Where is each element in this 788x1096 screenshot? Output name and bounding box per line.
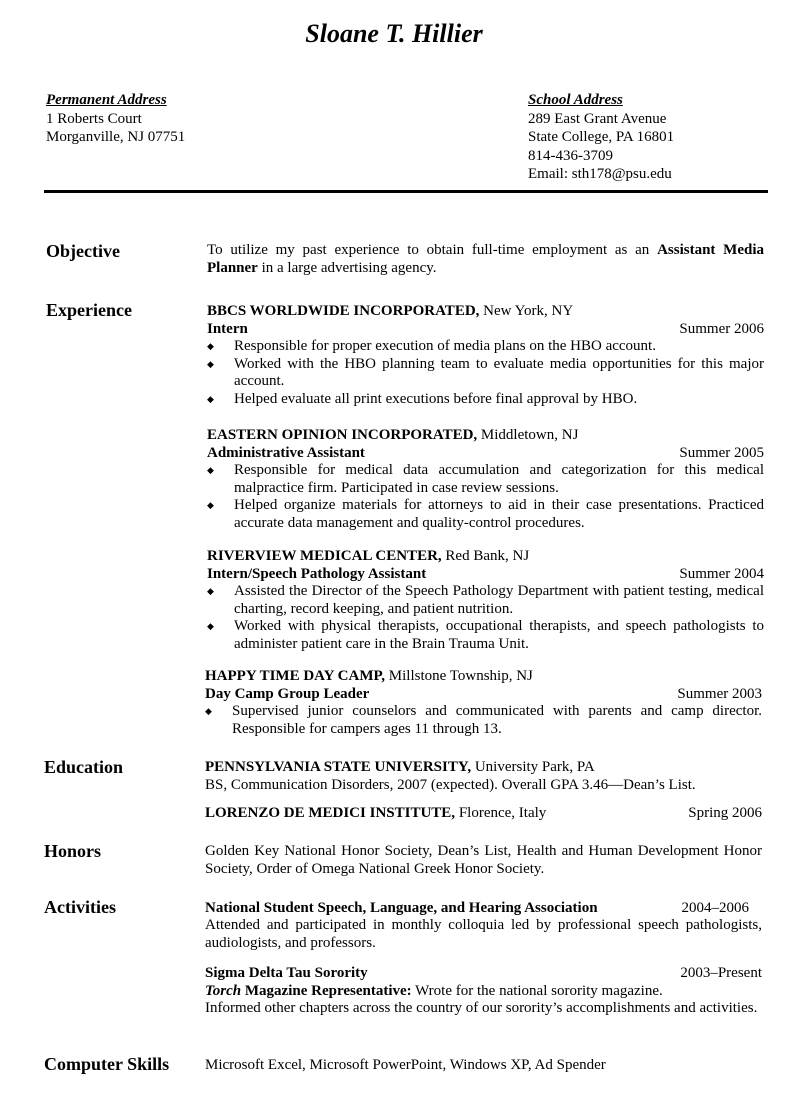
job-title: Administrative Assistant [207,445,365,461]
permanent-address [46,91,185,147]
school-location: University Park, PA [471,759,595,775]
experience-entry [207,302,764,408]
header-divider [44,190,768,193]
activity-name: National Student Speech, Language, and Hearing Association [205,900,598,916]
section-heading-computer-skills: Computer Skills [44,1054,170,1074]
degree-detail: BS, Communication Disorders, 2007 (expected). Overall GPA 3.46—Dean’s List. [205,777,696,793]
permanent-address-line: Morganville, NJ 07751 [46,129,186,145]
permanent-address-title: Permanent Address [46,92,167,108]
school-name: LORENZO DE MEDICI INSTITUTE, [205,805,456,821]
employer-name: EASTERN OPINION INCORPORATED, [207,427,478,443]
school-address-line: 289 East Grant Avenue [528,110,667,127]
employer-name: BBCS WORLDWIDE INCORPORATED, [207,303,480,319]
employer-name: HAPPY TIME DAY CAMP, [205,668,386,684]
employer-name: RIVERVIEW MEDICAL CENTER, [207,548,442,564]
school-address [528,91,674,184]
honors-text: Golden Key National Honor Society, Dean’s List, Health and Human Development Honor Society, Order of Omega National Greek Honor Society. [205,843,762,877]
activity-date: 2003–Present [680,965,762,981]
activity-date: 2004–2006 [681,900,749,916]
job-duties [205,703,762,738]
objective-text: To utilize my past experience to obtain full-time employment as an Assistant Media Planner in a large advertising agency. [207,242,764,276]
experience-entry [207,426,764,532]
school-location: Florence, Italy [455,805,547,821]
section-heading-objective: Objective [46,241,120,261]
job-title: Day Camp Group Leader [205,686,370,702]
objective-block [207,242,764,277]
activity-name: Sigma Delta Tau Sorority [205,965,368,981]
school-address-line: State College, PA 16801 [528,129,675,145]
activity-entry [205,964,762,1018]
employer-location: New York, NY [479,303,574,319]
job-duty: ◆ Responsible for proper execution of media plans on the HBO account. [207,338,764,356]
school-email: Email: sth178@psu.edu [528,166,672,182]
school-address-title: School Address [528,92,623,108]
activity-role: Torch Magazine Representative: Wrote for the national sorority magazine. [205,983,663,999]
school-name: PENNSYLVANIA STATE UNIVERSITY, [205,759,472,775]
job-duties [207,462,764,532]
job-duty: ◆ Helped evaluate all print executions before final approval by HBO. [207,391,764,409]
experience-entry [205,667,762,738]
job-date: Summer 2004 [679,566,764,582]
experience-entry [207,547,764,653]
school-phone: 814-436-3709 [528,147,613,164]
activity-description-block [205,917,762,952]
computer-skills-text: Microsoft Excel, Microsoft PowerPoint, Windows XP, Ad Spender [205,1057,606,1073]
activity-entry [205,899,749,917]
job-duty: ◆ Assisted the Director of the Speech Pathology Department with patient testing, medical charting, record keeping, and patient nutrition. [207,583,764,618]
education-entry [205,758,762,794]
section-heading-experience: Experience [46,300,132,320]
job-duties [207,583,764,653]
job-duty: ◆ Worked with physical therapists, occupational therapists, and speech pathologists to administer patient care in the Brain Trauma Unit. [207,618,764,653]
section-heading-activities: Activities [44,897,116,917]
job-title: Intern [207,321,248,337]
education-entry [205,804,762,822]
job-duty: ◆ Supervised junior counselors and communicated with parents and camp director. Responsible for campers ages 11 through 13. [205,703,762,738]
activity-description: Informed other chapters across the country of our sorority’s accomplishments and activities. [205,1000,758,1016]
section-heading-honors: Honors [44,841,102,861]
job-date: Summer 2006 [679,321,764,337]
resume-name: Sloane T. Hillier [305,19,483,48]
study-date: Spring 2006 [688,805,762,821]
job-date: Summer 2005 [679,445,764,461]
activity-description: Attended and participated in monthly colloquia led by professional speech pathologists, audiologists, and professors. [205,917,762,951]
job-duty: ◆ Helped organize materials for attorneys to aid in their case presentations. Practiced accurate data management and quality-control procedures. [207,497,764,532]
section-heading-education: Education [44,757,124,777]
job-duty: ◆ Worked with the HBO planning team to evaluate media opportunities for this major account. [207,356,764,391]
employer-location: Red Bank, NJ [441,548,530,564]
job-date: Summer 2003 [677,686,762,702]
employer-location: Millstone Township, NJ [385,668,533,684]
computer-skills-block [205,1056,762,1074]
employer-location: Middletown, NJ [477,427,579,443]
job-duties [207,338,764,408]
honors-block [205,843,762,878]
job-title: Intern/Speech Pathology Assistant [207,566,427,582]
permanent-address-line: 1 Roberts Court [46,110,142,127]
job-duty: ◆ Responsible for medical data accumulation and categorization for this medical malpractice firm. Participated in case review sessions. [207,462,764,497]
